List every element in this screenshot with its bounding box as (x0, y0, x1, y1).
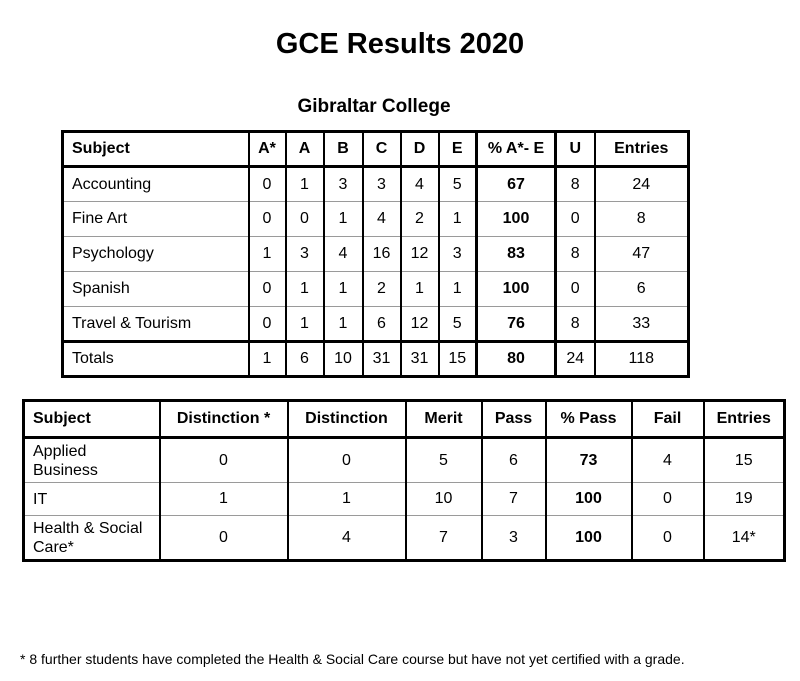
table-cell: 1 (286, 272, 324, 307)
table-cell: 7 (482, 483, 546, 516)
table-cell: 6 (286, 342, 324, 377)
table-row (63, 307, 689, 342)
table-cell: 24 (595, 167, 689, 202)
table-row (63, 272, 689, 307)
voc-header-row (24, 401, 785, 438)
table-cell: 100 (477, 272, 556, 307)
table-cell: Accounting (63, 167, 249, 202)
table-cell: 0 (249, 202, 286, 237)
gce-header-entries: Entries (595, 132, 689, 167)
table-cell: 1 (249, 237, 286, 272)
table-cell: 1 (324, 272, 363, 307)
table-cell: 1 (324, 307, 363, 342)
table-row (24, 438, 785, 483)
table-row (63, 237, 689, 272)
table-cell: 1 (439, 202, 477, 237)
table-cell: 10 (324, 342, 363, 377)
table-cell: 4 (363, 202, 401, 237)
voc-header-distinction-star: Distinction * (160, 401, 288, 438)
table-cell: Totals (63, 342, 249, 377)
table-cell: 5 (439, 167, 477, 202)
table-row (24, 516, 785, 561)
table-cell: 31 (363, 342, 401, 377)
table-cell: 4 (632, 438, 704, 483)
table-cell: 19 (704, 483, 785, 516)
table-cell: 3 (286, 237, 324, 272)
table-cell: 8 (556, 237, 595, 272)
table-cell: 100 (546, 483, 632, 516)
voc-header-subject: Subject (24, 401, 160, 438)
voc-header-fail: Fail (632, 401, 704, 438)
table-cell: 2 (401, 202, 439, 237)
table-cell: 0 (249, 307, 286, 342)
table-cell: 24 (556, 342, 595, 377)
table-cell: 33 (595, 307, 689, 342)
page-title: GCE Results 2020 (275, 28, 525, 60)
table-cell: 31 (401, 342, 439, 377)
table-cell: 12 (401, 237, 439, 272)
table-cell: 0 (249, 167, 286, 202)
table-cell: 100 (546, 516, 632, 561)
table-cell: 3 (363, 167, 401, 202)
gce-body (63, 167, 689, 342)
table-cell: 4 (288, 516, 406, 561)
table-cell: 8 (595, 202, 689, 237)
gce-header-c: C (363, 132, 401, 167)
gce-header-subject: Subject (63, 132, 249, 167)
table-cell: 1 (286, 307, 324, 342)
gce-header-a: A (286, 132, 324, 167)
table-cell: 100 (477, 202, 556, 237)
gce-header-row (63, 132, 689, 167)
table-cell: IT (24, 483, 160, 516)
voc-header-entries: Entries (704, 401, 785, 438)
table-cell: Fine Art (63, 202, 249, 237)
page-subtitle: Gibraltar College (297, 96, 451, 117)
table-cell: 4 (401, 167, 439, 202)
gce-header-e: E (439, 132, 477, 167)
table-cell: 47 (595, 237, 689, 272)
table-cell: 1 (288, 483, 406, 516)
table-cell: 1 (286, 167, 324, 202)
table-cell: 16 (363, 237, 401, 272)
table-cell: 1 (249, 342, 286, 377)
table-cell: 8 (556, 167, 595, 202)
table-cell: 0 (160, 516, 288, 561)
table-cell: 15 (439, 342, 477, 377)
table-cell: 6 (595, 272, 689, 307)
table-cell: 6 (363, 307, 401, 342)
vocational-results-table (22, 399, 786, 562)
table-cell: 67 (477, 167, 556, 202)
voc-header-pass: Pass (482, 401, 546, 438)
table-cell: 0 (288, 438, 406, 483)
gce-header-b: B (324, 132, 363, 167)
table-cell: Health & Social Care* (24, 516, 160, 561)
table-cell: 4 (324, 237, 363, 272)
gce-header-astar: A* (249, 132, 286, 167)
table-cell: 83 (477, 237, 556, 272)
table-cell: 3 (482, 516, 546, 561)
gce-results-table (61, 130, 690, 378)
table-cell: 6 (482, 438, 546, 483)
table-cell: 0 (632, 516, 704, 561)
table-cell: 5 (406, 438, 482, 483)
voc-body (24, 438, 785, 561)
table-cell: 80 (477, 342, 556, 377)
table-cell: 5 (439, 307, 477, 342)
table-cell: 7 (406, 516, 482, 561)
voc-header-merit: Merit (406, 401, 482, 438)
table-cell: 0 (556, 272, 595, 307)
table-row (63, 167, 689, 202)
table-cell: 0 (160, 438, 288, 483)
table-cell: 1 (324, 202, 363, 237)
table-cell: 1 (401, 272, 439, 307)
table-cell: 0 (249, 272, 286, 307)
table-cell: 0 (286, 202, 324, 237)
table-cell: 1 (160, 483, 288, 516)
footnote: * 8 further students have completed the Health & Social Care course but have not yet certified with a grade. (20, 651, 685, 667)
table-cell: Travel & Tourism (63, 307, 249, 342)
voc-header-distinction: Distinction (288, 401, 406, 438)
gce-header-u: U (556, 132, 595, 167)
table-cell: 76 (477, 307, 556, 342)
table-cell: 12 (401, 307, 439, 342)
table-cell: 2 (363, 272, 401, 307)
gce-totals-row (63, 342, 689, 377)
table-cell: 8 (556, 307, 595, 342)
table-row (63, 202, 689, 237)
table-cell: 73 (546, 438, 632, 483)
table-cell: 0 (632, 483, 704, 516)
table-cell: 10 (406, 483, 482, 516)
table-cell: 14* (704, 516, 785, 561)
table-cell: Spanish (63, 272, 249, 307)
table-cell: Applied Business (24, 438, 160, 483)
voc-header-pct-pass: % Pass (546, 401, 632, 438)
table-cell: 0 (556, 202, 595, 237)
table-row (24, 483, 785, 516)
table-cell: 15 (704, 438, 785, 483)
gce-header-d: D (401, 132, 439, 167)
gce-header-pct: % A*- E (477, 132, 556, 167)
table-cell: 3 (324, 167, 363, 202)
table-cell: 1 (439, 272, 477, 307)
table-cell: 3 (439, 237, 477, 272)
table-cell: 118 (595, 342, 689, 377)
table-cell: Psychology (63, 237, 249, 272)
